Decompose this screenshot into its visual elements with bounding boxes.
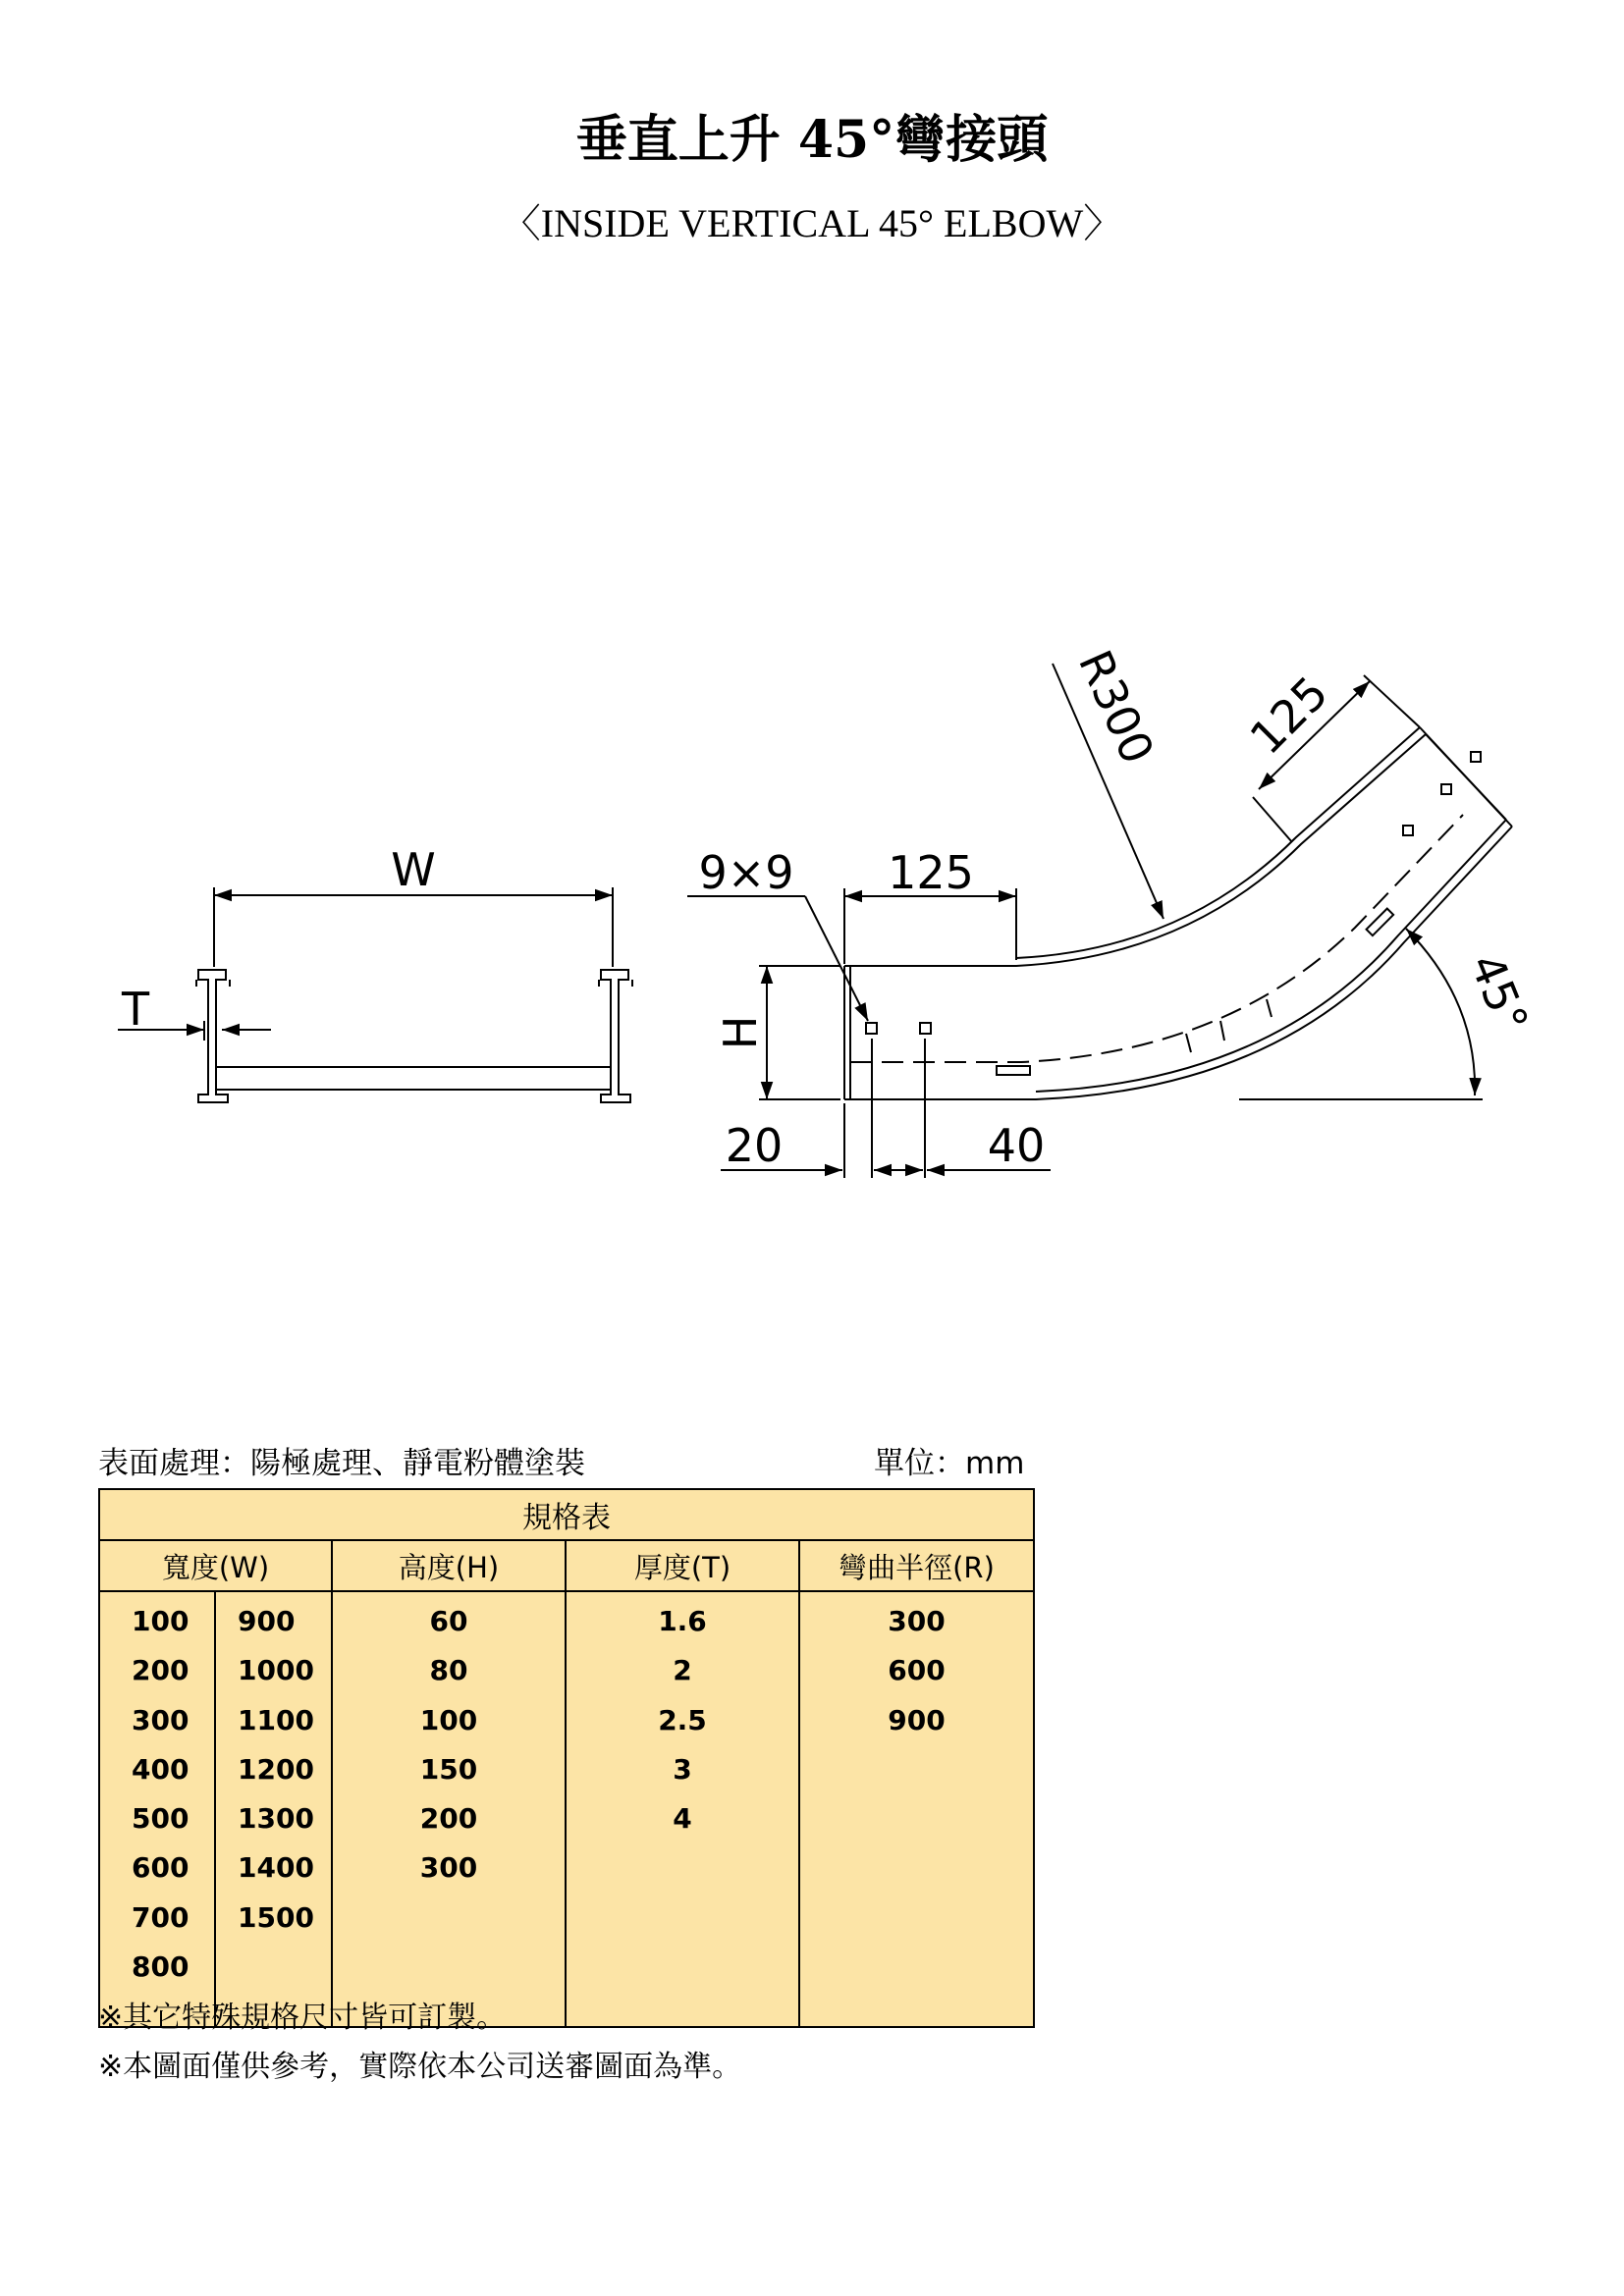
- table-cell: 600: [888, 1654, 946, 1687]
- cross-section-view: [196, 970, 632, 1102]
- radius-label: R300: [1067, 642, 1164, 772]
- spec-table-caption: 規格表: [99, 1489, 1034, 1540]
- header-radius: 彎曲半徑(R): [799, 1540, 1034, 1591]
- table-cell: 1300: [238, 1802, 314, 1836]
- dimension-h-label: H: [714, 1015, 767, 1050]
- dimension-straight: [844, 888, 1016, 964]
- table-cell: 60: [429, 1605, 468, 1637]
- dimension-angle-label: 45°: [1459, 946, 1540, 1041]
- table-cell: 900: [888, 1703, 946, 1736]
- dimension-offset-label: 20: [725, 1119, 784, 1172]
- table-cell: 100: [419, 1703, 478, 1736]
- table-cell: 900: [238, 1605, 296, 1637]
- table-cell: 1.6: [658, 1605, 707, 1637]
- table-cell: 200: [419, 1802, 478, 1836]
- dimension-end-label: 125: [1239, 666, 1338, 765]
- unit-label: 單位：mm: [874, 1446, 1025, 1481]
- table-cell: 700: [132, 1900, 189, 1934]
- table-cell: 1500: [238, 1900, 314, 1934]
- surface-treatment: 表面處理：陽極處理、靜電粉體塗裝: [98, 1446, 585, 1481]
- table-cell: 1100: [238, 1703, 314, 1736]
- table-cell: 100: [132, 1605, 189, 1637]
- table-cell: 300: [132, 1703, 189, 1736]
- table-cell: 1200: [238, 1752, 314, 1786]
- table-cell: 4: [673, 1802, 692, 1836]
- table-cell: 400: [132, 1752, 189, 1786]
- dimension-w-label: W: [391, 843, 436, 896]
- header-width: 寬度(W): [99, 1540, 332, 1591]
- note-reference-only: ※本圖面僅供參考，實際依本公司送審圖面為準。: [98, 2050, 742, 2084]
- table-cell: 300: [888, 1605, 946, 1637]
- table-cell: 2.5: [658, 1703, 707, 1736]
- table-cell: 800: [132, 1950, 189, 1984]
- table-cell: 500: [132, 1802, 189, 1836]
- header-height: 高度(H): [332, 1540, 566, 1591]
- dimension-w: [214, 887, 613, 967]
- elbow-side-view: [844, 727, 1512, 1099]
- dimension-straight-label: 125: [888, 846, 974, 899]
- thickness-column: [566, 1591, 799, 2027]
- width-column-2: [215, 1591, 332, 2027]
- page-title: 垂直上升 45°彎接頭: [575, 110, 1049, 170]
- table-cell: 300: [419, 1851, 478, 1885]
- page-subtitle: 〈INSIDE VERTICAL 45° ELBOW〉: [501, 201, 1123, 245]
- table-cell: 1400: [238, 1851, 314, 1885]
- table-cell: 3: [673, 1752, 692, 1786]
- table-cell: 80: [429, 1654, 468, 1687]
- spec-table: [98, 1488, 1035, 2028]
- dimension-h: [759, 966, 840, 1099]
- note-custom-sizes: ※其它特殊規格尺寸皆可訂製。: [98, 2001, 507, 2035]
- hole-leader: [687, 896, 868, 1021]
- dimension-angle: [1239, 929, 1483, 1099]
- dimension-pitch-label: 40: [987, 1119, 1046, 1172]
- radius-column: [799, 1591, 1034, 2027]
- width-column-1: [99, 1591, 215, 2027]
- header-thickness: 厚度(T): [566, 1540, 799, 1591]
- hole-size-label: 9×9: [698, 846, 794, 899]
- table-cell: 1000: [238, 1654, 314, 1687]
- table-cell: 200: [132, 1654, 189, 1687]
- table-cell: 600: [132, 1851, 189, 1885]
- dimension-t-label: T: [121, 983, 150, 1036]
- table-cell: 2: [673, 1654, 692, 1687]
- table-cell: 150: [419, 1752, 478, 1786]
- height-column: [332, 1591, 566, 2027]
